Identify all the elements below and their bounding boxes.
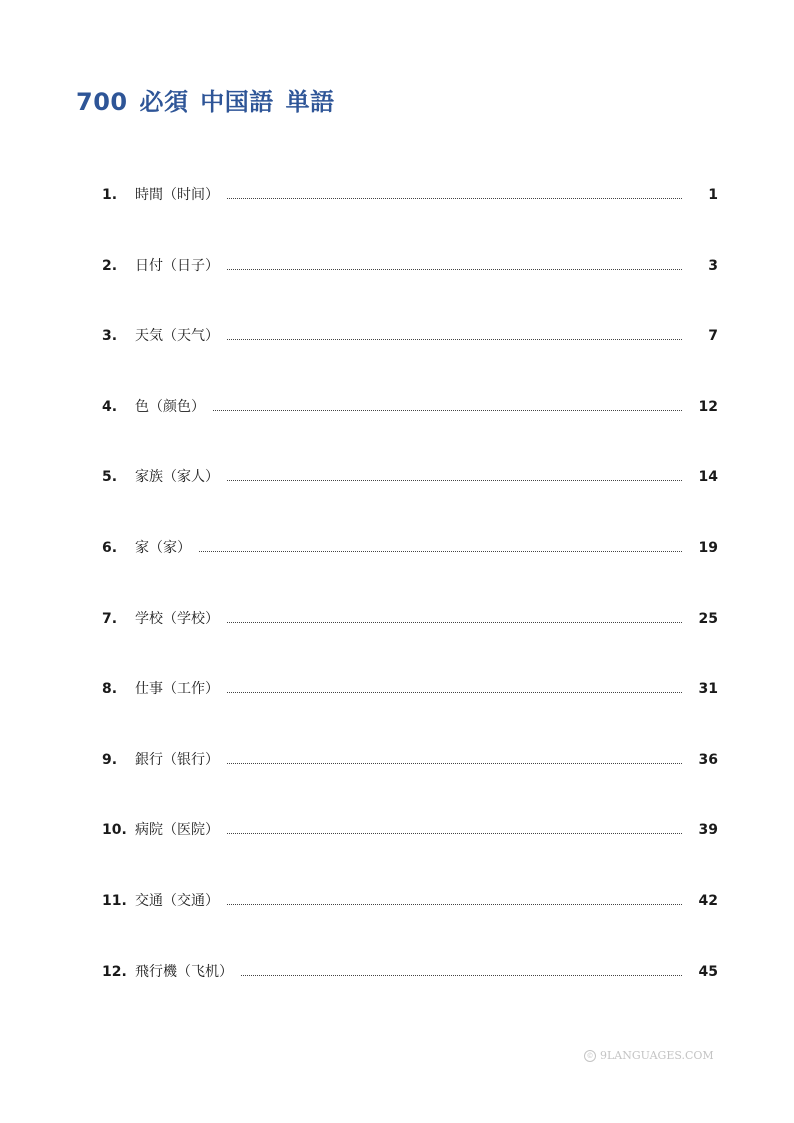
toc-entry-number: 1.	[102, 187, 118, 203]
toc-entry-label[interactable]: 色（颜色）	[135, 398, 205, 415]
toc-entry-number: 6.	[102, 539, 118, 556]
dot-leader	[227, 750, 682, 764]
toc-entry-label[interactable]: 飛行機（飞机）	[135, 963, 233, 980]
toc-entry-6[interactable]	[102, 538, 718, 609]
toc-entry-page: 19	[698, 539, 718, 556]
dot-leader	[227, 891, 682, 905]
toc-entry-label[interactable]: 交通（交通）	[135, 892, 219, 909]
toc-entry-10[interactable]	[102, 820, 718, 891]
toc-entry-number: 10.	[102, 822, 127, 839]
copyright-icon: ©	[584, 1050, 596, 1062]
toc-entry-number: 8.	[102, 681, 118, 698]
watermark-text: 9LANGUAGES.COM	[600, 1049, 714, 1062]
dot-leader	[227, 185, 682, 199]
toc-entry-label[interactable]: 銀行（银行）	[135, 751, 219, 768]
toc-entry-label[interactable]: 時間（时间）	[135, 187, 219, 203]
toc-entry-page: 36	[698, 751, 718, 768]
toc-entry-label[interactable]: 家（家）	[135, 539, 191, 556]
dot-leader	[227, 820, 682, 834]
toc-entry-label[interactable]: 日付（日子）	[135, 257, 219, 274]
dot-leader	[227, 326, 682, 340]
toc-entry-page: 7	[708, 328, 718, 345]
toc-entry-5[interactable]	[102, 467, 718, 538]
table-of-contents	[102, 185, 718, 1032]
dot-leader	[227, 679, 682, 693]
toc-entry-number: 2.	[102, 257, 118, 274]
toc-entry-number: 9.	[102, 751, 118, 768]
toc-entry-label[interactable]: 天気（天气）	[135, 328, 219, 345]
toc-entry-number: 12.	[102, 963, 127, 980]
toc-entry-label[interactable]: 家族（家人）	[135, 469, 219, 486]
toc-entry-page: 3	[708, 257, 718, 274]
toc-entry-label[interactable]: 仕事（工作）	[135, 681, 219, 698]
toc-entry-9[interactable]	[102, 750, 718, 821]
toc-entry-page: 31	[698, 681, 718, 698]
toc-entry-page: 14	[698, 469, 718, 486]
dot-leader	[227, 609, 682, 623]
toc-entry-page: 25	[698, 610, 718, 627]
toc-entry-8[interactable]	[102, 679, 718, 750]
dot-leader	[227, 256, 682, 270]
toc-entry-page: 1	[708, 187, 718, 203]
toc-entry-label[interactable]: 病院（医院）	[135, 822, 219, 839]
dot-leader	[227, 467, 682, 481]
toc-entry-4[interactable]	[102, 397, 718, 468]
toc-entry-11[interactable]	[102, 891, 718, 962]
toc-entry-7[interactable]	[102, 609, 718, 680]
toc-entry-1[interactable]	[102, 185, 718, 256]
dot-leader	[241, 962, 682, 976]
toc-entry-12[interactable]	[102, 962, 718, 1033]
watermark	[584, 1049, 714, 1062]
dot-leader	[199, 538, 682, 552]
toc-entry-page: 45	[698, 963, 718, 980]
toc-entry-page: 42	[698, 892, 718, 909]
dot-leader	[213, 397, 682, 411]
toc-entry-number: 5.	[102, 469, 118, 486]
toc-entry-number: 4.	[102, 398, 118, 415]
toc-entry-label[interactable]: 学校（学校）	[135, 610, 219, 627]
toc-entry-3[interactable]	[102, 326, 718, 397]
toc-entry-page: 39	[698, 822, 718, 839]
toc-entry-number: 11.	[102, 892, 127, 909]
page-title: 700 必須 中国語 単語	[76, 88, 335, 116]
toc-entry-2[interactable]	[102, 256, 718, 327]
toc-entry-number: 7.	[102, 610, 118, 627]
toc-entry-page: 12	[698, 398, 718, 415]
toc-entry-number: 3.	[102, 328, 118, 345]
